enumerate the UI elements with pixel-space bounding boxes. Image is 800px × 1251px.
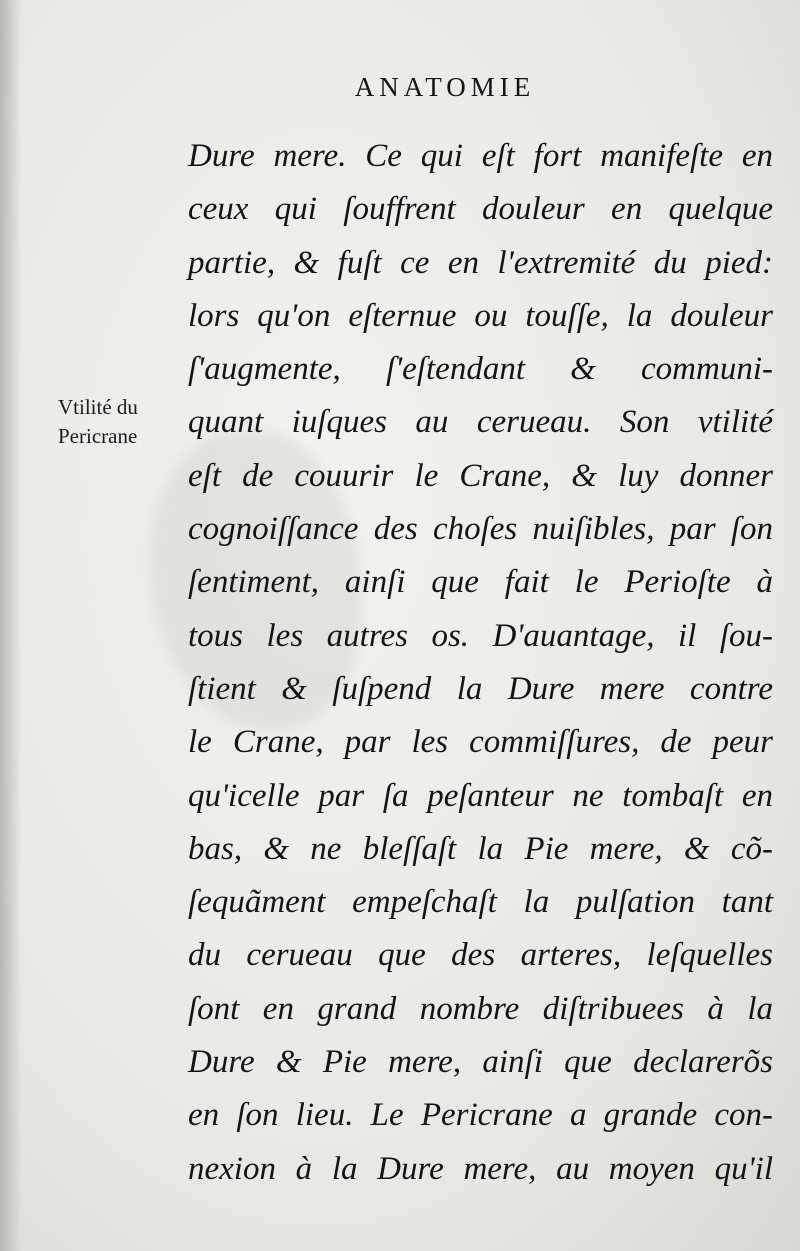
running-header: ANATOMIE: [354, 72, 536, 102]
text-line: ſont en grand nombre diſtribuees à la: [188, 990, 773, 1027]
text-line: nexion à la Dure mere, au moyen qu'il: [188, 1150, 773, 1187]
margin-note-line: Pericrane: [58, 424, 138, 448]
margin-note-line: Vtilité du: [58, 395, 138, 419]
text-line: lors qu'on eſternue ou touſſe, la douleur: [188, 297, 773, 334]
text-line: ſtient & ſuſpend la Dure mere contre: [188, 670, 773, 707]
text-line: ceux qui ſouffrent douleur en quelque: [188, 191, 773, 228]
text-line: Dure & Pie mere, ainſi que declarerõs: [188, 1044, 773, 1081]
text-line: tous les autres os. D'auantage, il ſou-: [188, 617, 773, 654]
text-line: quant iuſques au cerueau. Son vtilité: [188, 404, 773, 441]
text-line: bas, & ne bleſſaſt la Pie mere, & cõ-: [188, 830, 773, 867]
body-text: [188, 130, 773, 1196]
text-line: ſequãment empeſchaſt la pulſation tant: [188, 884, 773, 921]
text-line: le Crane, par les commiſſures, de peur: [188, 724, 773, 761]
text-line: eſt de couurir le Crane, & luy donner: [188, 457, 773, 494]
text-line: cognoiſſance des choſes nuiſibles, par ſon: [188, 511, 773, 548]
margin-note: [58, 393, 138, 451]
text-line: Dure mere. Ce qui eſt fort manifeſte en: [188, 138, 773, 174]
text-line: du cerueau que des arteres, leſquelles: [188, 937, 773, 974]
text-line: ſentiment, ainſi que fait le Perioſte à: [188, 564, 773, 601]
text-line: qu'icelle par ſa peſanteur ne tombaſt en: [188, 777, 773, 814]
text-line: en ſon lieu. Le Pericrane a grande con-: [188, 1097, 773, 1134]
page-gutter-shadow: [0, 0, 22, 1251]
text-line: ſ'augmente, ſ'eſtendant & communi-: [188, 351, 773, 388]
text-line: partie, & fuſt ce en l'extremité du pied:: [188, 244, 773, 281]
